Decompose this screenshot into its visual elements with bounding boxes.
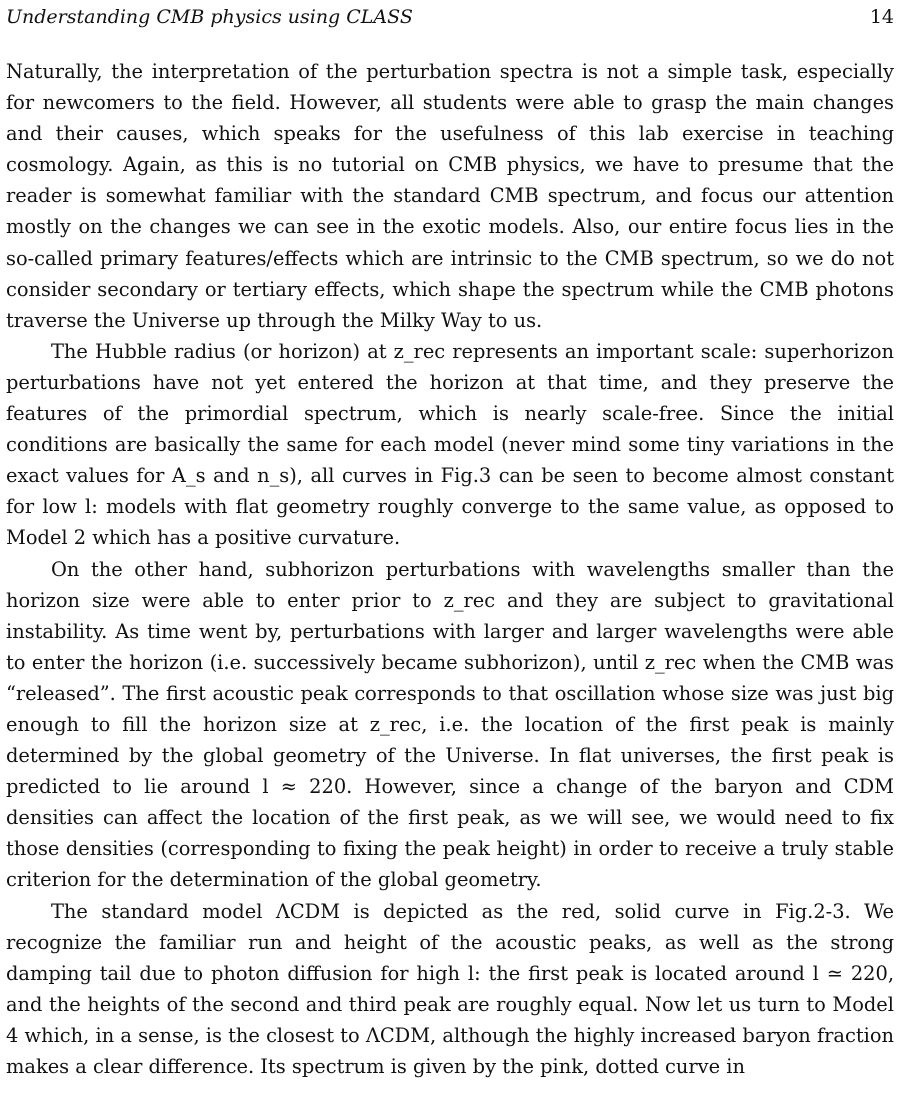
- paragraph-3: On the other hand, subhorizon perturbations with wavelengths smaller than the horizon size were able to enter prior to z_rec and they are subject to gravitational instability. As time went by, perturbations with larger and larger wavelengths were able to enter the horizon (i.e. successively became subhorizon), until z_rec when the CMB was “released”. The first acoustic peak corresponds to that oscillation whose size was just big enough to fill the horizon size at z_rec, i.e. the location of the first peak is mainly determined by the global geometry of the Universe. In flat universes, the first peak is predicted to lie around l ≈ 220. However, since a change of the baryon and CDM densities can affect the location of the first peak, as we will see, we would need to fix those densities (corresponding to fixing the peak height) in order to receive a truly stable criterion for the determination of the global geometry.: [6, 557, 894, 892]
- paragraph-4: The standard model ΛCDM is depicted as the red, solid curve in Fig.2-3. We recognize the familiar run and height of the acoustic peaks, as well as the strong damping tail due to photon diffusion for high l: the first peak is located around l ≃ 220, and the heights of the second and third peak are roughly equal. Now let us turn to Model 4 which, in a sense, is the closest to ΛCDM, although the highly increased baryon fraction makes a clear difference. Its spectrum is given by the pink, dotted curve in: [6, 899, 894, 1078]
- paragraph-1: Naturally, the interpretation of the perturbation spectra is not a simple task, especially for newcomers to the field. However, all students were able to grasp the main changes and their causes, which speaks for the usefulness of this lab exercise in teaching cosmology. Again, as this is no tutorial on CMB physics, we have to presume that the reader is somewhat familiar with the standard CMB spectrum, and focus our attention mostly on the changes we can see in the exotic models. Also, our entire focus lies in the so-called primary features/effects which are intrinsic to the CMB spectrum, so we do not consider secondary or tertiary effects, which shape the spectrum while the CMB photons traverse the Universe up through the Milky Way to us.: [6, 60, 894, 332]
- running-header: [6, 0, 894, 38]
- page-number: 14: [869, 6, 894, 28]
- paper-page: [6, 0, 894, 1082]
- running-title: Understanding CMB physics using CLASS: [6, 6, 413, 28]
- paragraph-2: The Hubble radius (or horizon) at z_rec represents an important scale: superhorizon perturbations have not yet entered the horizon at that time, and they preserve the features of the primordial spectrum, which is nearly scale-free. Since the initial conditions are basically the same for each model (never mind some tiny variations in the exact values for A_s and n_s), all curves in Fig.3 can be seen to become almost constant for low l: models with flat geometry roughly converge to the same value, as opposed to Model 2 which has a positive curvature.: [6, 339, 894, 550]
- body-text: [6, 56, 894, 1082]
